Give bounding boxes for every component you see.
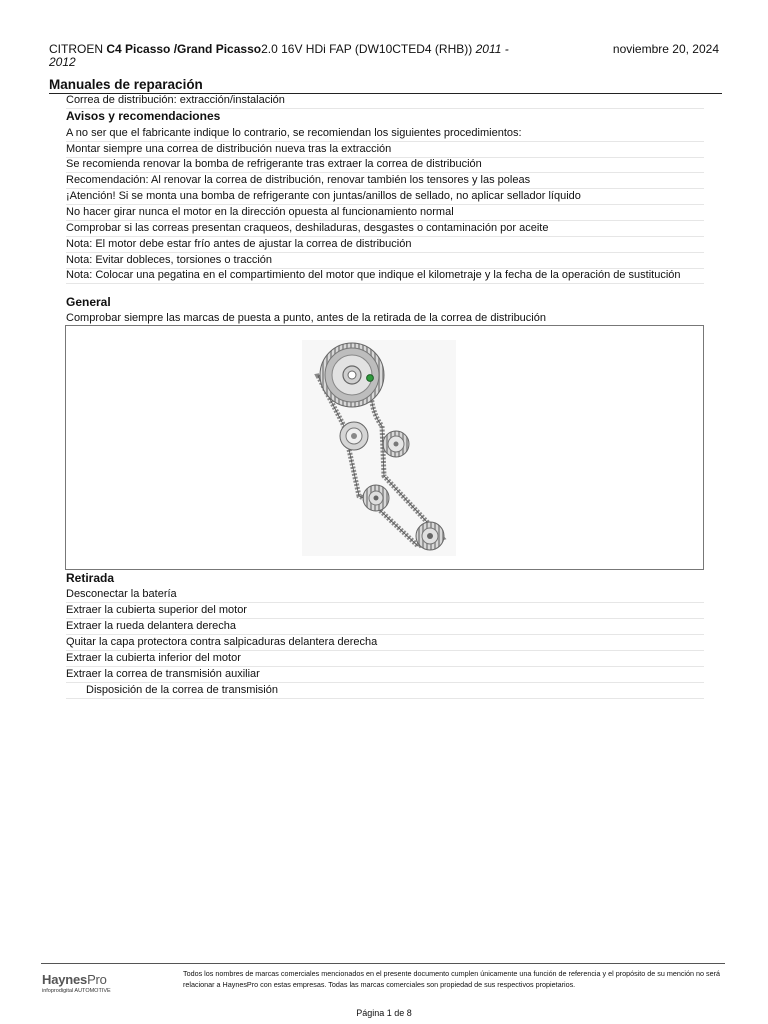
timing-belt-figure [65, 325, 704, 570]
removal-substep: Disposición de la correa de transmisión [66, 684, 704, 699]
footer-rule [41, 963, 725, 964]
removal-step: Extraer la cubierta inferior del motor [66, 652, 704, 667]
removal-step: Extraer la rueda delantera derecha [66, 620, 704, 635]
vehicle-make: CITROEN [49, 42, 103, 56]
vehicle-engine: 2.0 16V HDi FAP (DW10CTED4 (RHB)) [261, 42, 473, 56]
general-heading: General [66, 295, 111, 309]
warning-item: ¡Atención! Si se monta una bomba de refrigerante con juntas/anillos de sellado, no aplicar sellador líquido [66, 190, 704, 205]
idler-pulley [383, 431, 409, 457]
vehicle-years-end: 2012 [49, 55, 76, 69]
footer-disclaimer: Todos los nombres de marcas comerciales mencionados en el presente documento cumplen únicamente una función de referencia y el propósito de su mención no será relacionar a HaynesPro con estas empresas. Todas las marcas comerciales son propiedad de sus respectivos propietarios. [183, 969, 720, 989]
warning-item: Nota: Evitar dobleces, torsiones o tracción [66, 254, 704, 269]
procedure-title: Correa de distribución: extracción/instalación [66, 94, 704, 109]
warning-item: Se recomienda renovar la bomba de refrigerante tras extraer la correa de distribución [66, 158, 704, 173]
removal-step: Quitar la capa protectora contra salpicaduras delantera derecha [66, 636, 704, 651]
general-text: Comprobar siempre las marcas de puesta a punto, antes de la retirada de la correa de distribución [66, 312, 546, 324]
pump-sprocket [363, 485, 389, 511]
logo-brand-bold: Haynes [42, 972, 88, 987]
crankshaft-sprocket [416, 522, 444, 550]
warnings-heading: Avisos y recomendaciones [66, 109, 221, 123]
camshaft-sprocket [320, 343, 384, 407]
logo-brand-light: Pro [87, 972, 107, 987]
warning-item: Nota: Colocar una pegatina en el compartimiento del motor que indique el kilometraje y la fecha de la operación de sustitución [66, 269, 704, 284]
document-date: noviembre 20, 2024 [612, 42, 719, 56]
warning-item: Nota: El motor debe estar frío antes de ajustar la correa de distribución [66, 238, 704, 253]
removal-step: Extraer la cubierta superior del motor [66, 604, 704, 619]
logo-wordmark [42, 972, 111, 987]
removal-heading: Retirada [66, 571, 115, 585]
document-header [49, 43, 719, 69]
timing-mark [367, 375, 374, 382]
warning-item: Comprobar si las correas presentan craqueos, deshiladuras, desgastes o contaminación por aceite [66, 222, 704, 237]
logo-tagline: infoprodigital AUTOMOTIVE [42, 988, 111, 994]
removal-step: Extraer la correa de transmisión auxiliar [66, 668, 704, 683]
warning-item: No hacer girar nunca el motor en la dirección opuesta al funcionamiento normal [66, 206, 704, 221]
vehicle-years-start: 2011 - [475, 42, 509, 56]
vehicle-model: C4 Picasso /Grand Picasso [106, 42, 262, 56]
warning-item: Recomendación: Al renovar la correa de distribución, renovar también los tensores y las poleas [66, 174, 704, 189]
removal-step: Desconectar la batería [66, 588, 704, 603]
warning-item: A no ser que el fabricante indique lo contrario, se recomiendan los siguientes procedimientos: [66, 127, 704, 142]
warning-item: Montar siempre una correa de distribución nueva tras la extracción [66, 143, 704, 158]
haynespro-logo [42, 972, 111, 994]
tensioner-pulley [340, 422, 368, 450]
page-number: Página 1 de 8 [356, 1008, 412, 1018]
timing-belt-diagram [66, 326, 705, 571]
section-title: Manuales de reparación [49, 77, 722, 94]
